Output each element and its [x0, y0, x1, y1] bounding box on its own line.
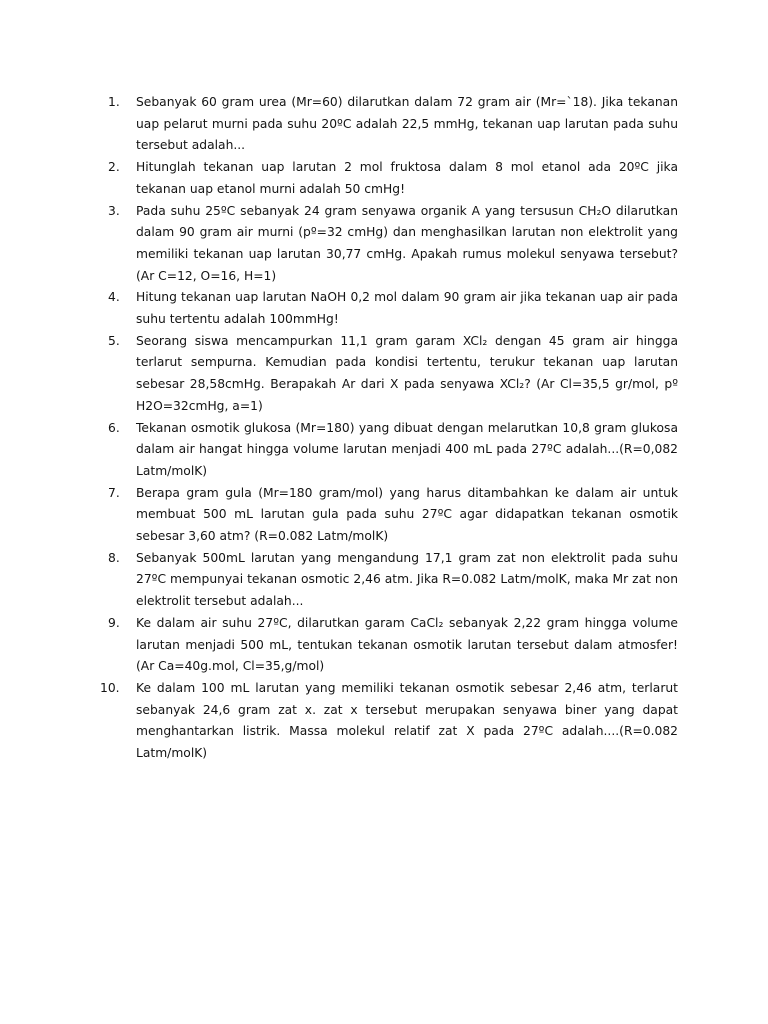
question-text: Sebanyak 60 gram urea (Mr=60) dilarutkan dalam 72 gram air (Mr=`18). Jika tekanan uap pelarut murni pada suhu 20ºC adalah 22,5 mmHg, tekanan uap larutan pada suhu tersebut adalah... [136, 95, 678, 153]
question-item [0, 548, 768, 613]
question-number: 9. [108, 615, 120, 630]
question-item [0, 678, 768, 765]
question-text: Sebanyak 500mL larutan yang mengandung 17,1 gram zat non elektrolit pada suhu 27ºC mempunyai tekanan osmotic 2,46 atm. Jika R=0.082 Latm/molK, maka Mr zat non elektrolit tersebut adalah... [136, 550, 678, 609]
question-text: Tekanan osmotik glukosa (Mr=180) yang dibuat dengan melarutkan 10,8 gram glukosa dalam air hangat hingga volume larutan menjadi 400 mL pada 27ºC adalah...(R=0,082 Latm/molK) [136, 420, 678, 478]
question-item [0, 92, 768, 157]
question-number: 6. [108, 420, 120, 435]
question-item [0, 157, 768, 200]
question-item [0, 483, 768, 548]
question-item [0, 201, 768, 288]
question-number: 8. [108, 550, 120, 565]
question-item [0, 331, 768, 418]
question-number: 4. [108, 290, 120, 305]
question-number: 1. [108, 95, 120, 109]
question-number: 5. [108, 333, 120, 348]
question-text: Seorang siswa mencampurkan 11,1 gram garam XCl₂ dengan 45 gram air hingga terlarut sempurna. Kemudian pada kondisi tertentu, terukur tekanan uap larutan sebesar 28,58cmHg. Berapakah Ar dari X pada senyawa XCl₂? (Ar Cl=35,5 gr/mol, pº H2O=32cmHg, a=1) [136, 333, 678, 413]
question-item [0, 418, 768, 483]
question-number: 10. [100, 680, 120, 695]
question-text: Ke dalam air suhu 27ºC, dilarutkan garam CaCl₂ sebanyak 2,22 gram hingga volume larutan menjadi 500 mL, tentukan tekanan osmotik larutan tersebut dalam atmosfer!(Ar Ca=40g.mol, Cl=35,g/mol) [136, 615, 678, 674]
question-number: 3. [108, 203, 120, 218]
question-text: Ke dalam 100 mL larutan yang memiliki tekanan osmotik sebesar 2,46 atm, terlarut sebanyak 24,6 gram zat x. zat x tersebut merupakan senyawa biner yang dapat menghantarkan listrik. Massa molekul relatif zat X pada 27ºC adalah....(R=0.082 Latm/molK) [136, 680, 678, 761]
question-text: Pada suhu 25ºC sebanyak 24 gram senyawa organik A yang tersusun CH₂O dilarutkan dalam 90 gram air murni (pº=32 cmHg) dan menghasilkan larutan non elektrolit yang memiliki tekanan uap larutan 30,77 cmHg. Apakah rumus molekul senyawa tersebut? (Ar C=12, O=16, H=1) [136, 203, 678, 283]
question-item [0, 613, 768, 678]
question-item [0, 287, 768, 330]
question-text: Hitung tekanan uap larutan NaOH 0,2 mol dalam 90 gram air jika tekanan uap air pada suhu tertentu adalah 100mmHg! [136, 290, 678, 327]
question-text: Berapa gram gula (Mr=180 gram/mol) yang harus ditambahkan ke dalam air untuk membuat 500 mL larutan gula pada suhu 27ºC agar didapatkan tekanan osmotik sebesar 3,60 atm? (R=0.082 Latm/molK) [136, 485, 678, 544]
question-list [0, 92, 768, 765]
question-text: Hitunglah tekanan uap larutan 2 mol fruktosa dalam 8 mol etanol ada 20ºC jika tekanan uap etanol murni adalah 50 cmHg! [136, 160, 678, 196]
question-number: 7. [108, 485, 120, 500]
question-number: 2. [108, 160, 120, 175]
